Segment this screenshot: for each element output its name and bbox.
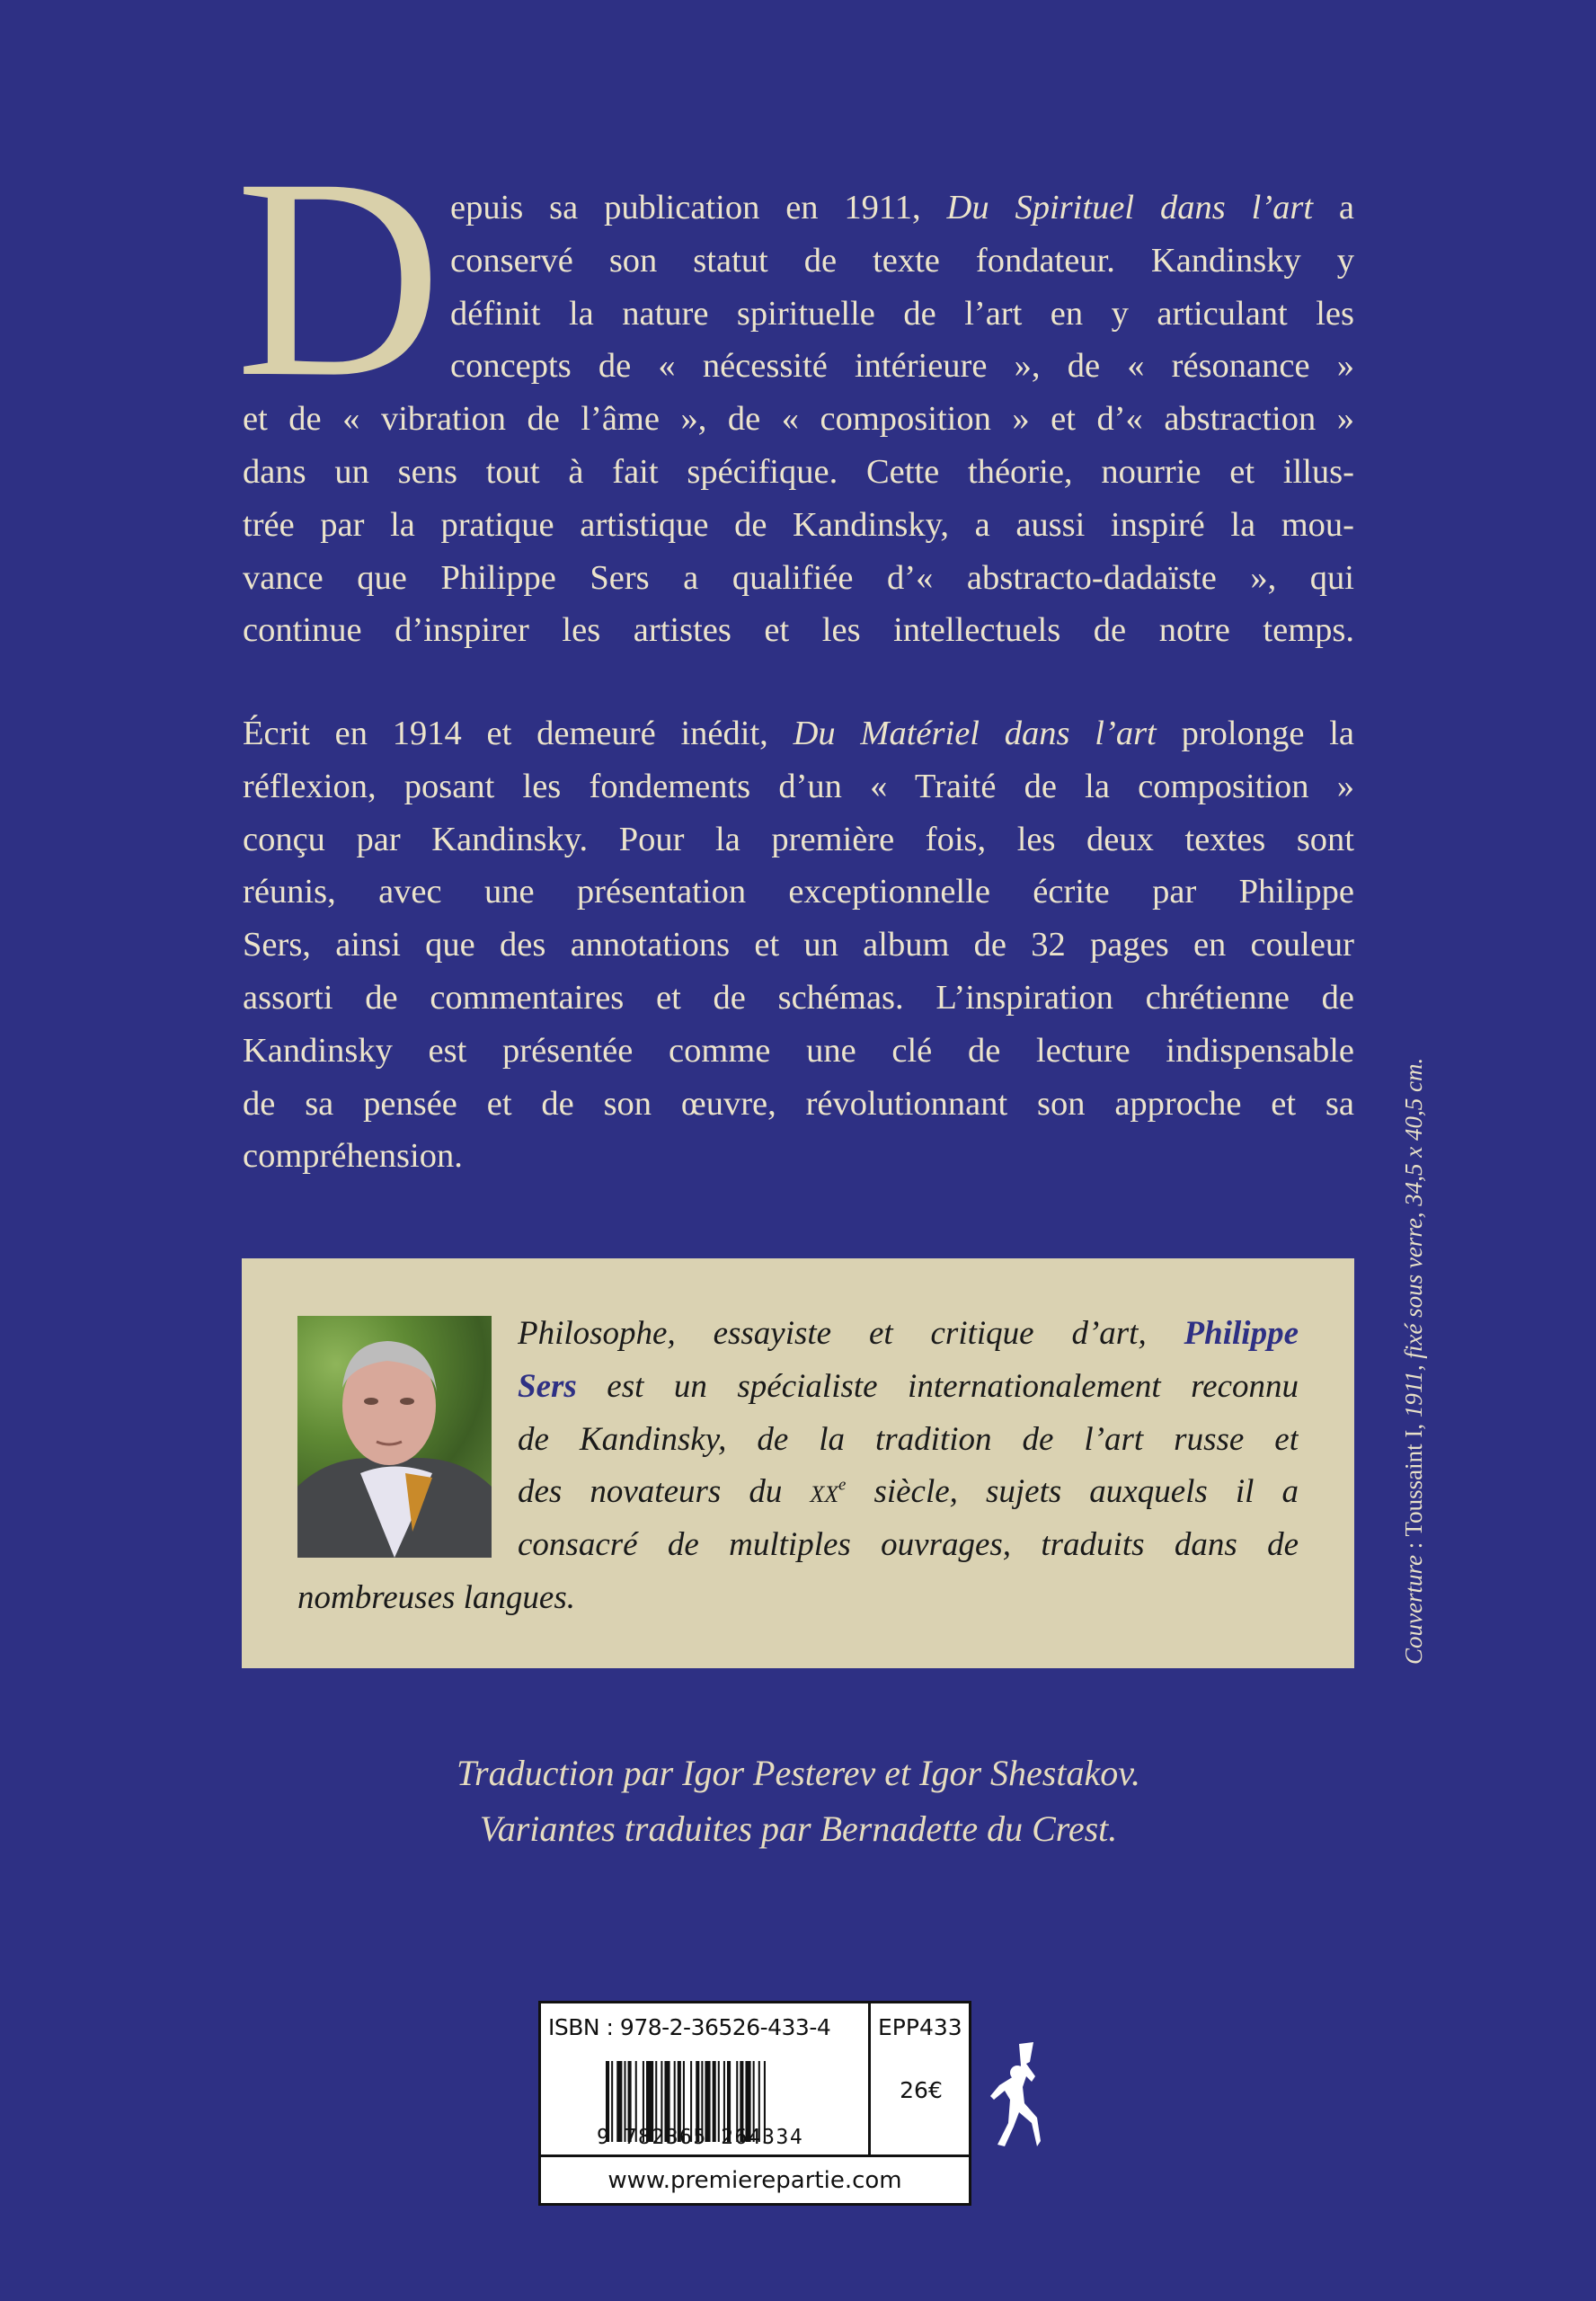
text-line: [518, 1361, 1299, 1414]
text-line: [243, 393, 1354, 446]
text-segment: vance que Philippe Sers a qualifiée d’« abstracto-dadaïste », qui: [243, 558, 1354, 597]
text-line: [243, 446, 1354, 499]
text-line: [243, 604, 1354, 657]
text-segment: epuis sa publication en 1911,: [450, 189, 947, 227]
text-line: [450, 288, 1354, 341]
translation-credit-2: Variantes traduites par Bernadette du Crest.: [479, 1808, 1118, 1849]
text-segment: trée par la pratique artistique de Kandinsky, a aussi inspiré la mou-: [243, 505, 1354, 544]
text-line: [243, 707, 1354, 760]
text-line: [297, 1572, 1299, 1625]
text-segment: siècle, sujets auxquels il a: [846, 1473, 1299, 1511]
author-bio: [242, 1308, 1354, 1625]
drop-cap: D: [235, 120, 442, 436]
translation-credit-1: Traduction par Igor Pesterev et Igor Shestakov.: [457, 1753, 1140, 1793]
text-segment: nombreuses langues.: [297, 1578, 575, 1616]
text-segment: dans un sens tout à fait spécifique. Cette théorie, nourrie et illus-: [243, 452, 1354, 491]
text-line: [518, 1414, 1299, 1467]
text-segment: e: [838, 1477, 847, 1496]
product-code: EPP433: [878, 2014, 962, 2040]
product-code-cell: [868, 2003, 971, 2154]
text-segment: assorti de commentaires et de schémas. L’inspiration chrétienne de: [243, 978, 1354, 1017]
text-segment: réunis, avec une présentation exceptionnelle écrite par Philippe: [243, 873, 1354, 911]
isbn-label: ISBN : 978-2-36526-433-4: [548, 2014, 831, 2040]
text-segment: et de « vibration de l’âme », de « composition » et d’« abstraction »: [243, 400, 1354, 439]
price: 26€: [900, 2077, 943, 2103]
author-bio-box: [242, 1258, 1354, 1668]
text-line: [243, 972, 1354, 1025]
text-segment: de Kandinsky, de la tradition de l’art russe et: [518, 1420, 1299, 1458]
text-segment: Du Spirituel dans l’art: [946, 189, 1314, 227]
text-segment: prolonge la: [1156, 715, 1354, 752]
text-segment: Philosophe, essayiste et critique d’art,: [518, 1315, 1184, 1352]
text-line: [243, 1130, 1354, 1183]
text-segment: est un spécialiste internationalement reconnu: [576, 1367, 1299, 1405]
text-line: [243, 499, 1354, 552]
text-line: [518, 1308, 1299, 1361]
text-line: [518, 1519, 1299, 1572]
publisher-url: www.premierepartie.com: [541, 2154, 969, 2206]
text-line: [243, 1025, 1354, 1078]
text-line: [450, 182, 1354, 235]
cover-credit: [1391, 1005, 1436, 1665]
paragraph-second: [243, 707, 1354, 1183]
text-line: [243, 813, 1354, 866]
text-line: [243, 1078, 1354, 1131]
cover-credit-label: Couverture: [1400, 1555, 1427, 1665]
text-segment: compréhension.: [243, 1137, 463, 1176]
text-line: [243, 919, 1354, 972]
text-segment: de sa pensée et de son œuvre, révolutionnant son approche et sa: [243, 1084, 1354, 1123]
text-segment: des novateurs du: [518, 1473, 811, 1511]
publisher-logo-figure-icon: [987, 2040, 1068, 2166]
paragraph-intro: [243, 182, 1354, 657]
text-segment: conservé son statut de texte fondateur. Kandinsky y: [450, 241, 1354, 280]
barcode-digits: 9 782365 264334: [597, 2126, 804, 2149]
text-segment: Écrit en 1914 et demeuré inédit,: [243, 715, 794, 752]
author-name: Sers: [518, 1367, 577, 1405]
cover-credit-details: 1911, fixé sous verre, 34,5 x 40,5 cm.: [1400, 1057, 1427, 1418]
text-line: [243, 552, 1354, 605]
text-segment: consacré de multiples ouvrages, traduits dans de: [518, 1526, 1299, 1564]
cover-credit-title: : Toussaint I,: [1400, 1417, 1427, 1556]
text-segment: a: [1313, 189, 1354, 227]
text-segment: Kandinsky est présentée comme une clé de lecture indispensable: [243, 1031, 1354, 1070]
text-segment: continue d’inspirer les artistes et les intellectuels de notre temps.: [243, 611, 1354, 650]
author-name: Philippe: [1184, 1315, 1299, 1352]
isbn-barcode-box: [538, 2001, 971, 2206]
text-segment: concepts de « nécessité intérieure », de « résonance »: [450, 347, 1354, 386]
text-line: [518, 1466, 1299, 1519]
text-segment: définit la nature spirituelle de l’art en y articulant les: [450, 294, 1354, 333]
text-segment: conçu par Kandinsky. Pour la première fois, les deux textes sont: [243, 820, 1354, 858]
text-line: [243, 866, 1354, 919]
text-segment: xx: [810, 1473, 839, 1511]
text-line: [450, 235, 1354, 288]
text-segment: Sers, ainsi que des annotations et un album de 32 pages en couleur: [243, 926, 1354, 964]
text-line: [243, 760, 1354, 813]
text-segment: Du Matériel dans l’art: [793, 715, 1157, 752]
text-line: [450, 340, 1354, 393]
text-segment: réflexion, posant les fondements d’un « Traité de la composition »: [243, 767, 1354, 805]
